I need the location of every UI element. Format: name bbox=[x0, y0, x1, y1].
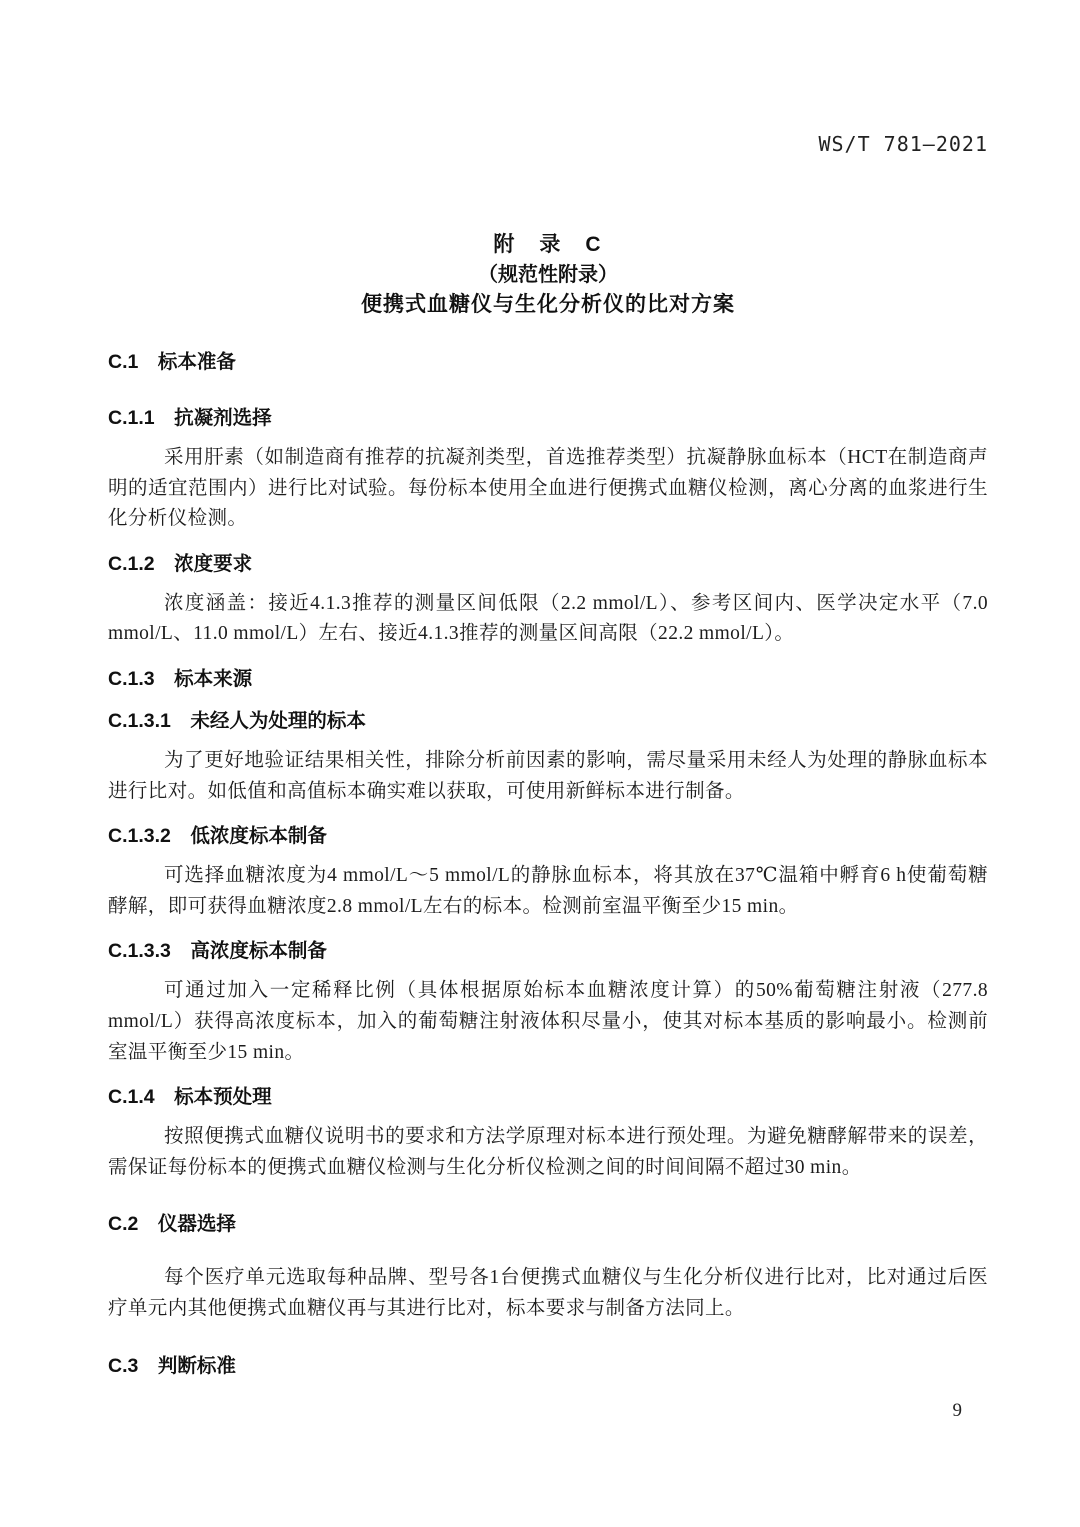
standard-number: WS/T 781—2021 bbox=[818, 132, 988, 156]
heading-c12: C.1.2 浓度要求 bbox=[108, 552, 253, 575]
heading-c13: C.1.3 标本来源 bbox=[108, 667, 253, 690]
body-c11: 采用肝素（如制造商有推荐的抗凝剂类型，首选推荐类型）抗凝静脉血标本（HCT在制造商声明的适宜范围内）进行比对试验。每份标本使用全血进行便携式血糖仪检测，离心分离的血浆进行生化分析仪检测。 bbox=[108, 447, 988, 530]
heading-c1: C.1 标本准备 bbox=[108, 351, 236, 373]
heading-c131: C.1.3.1 未经人为处理的标本 bbox=[108, 709, 366, 732]
page-number: 9 bbox=[952, 1400, 962, 1421]
heading-c3: C.3 判断标准 bbox=[108, 1354, 236, 1377]
heading-c11: C.1.1 抗凝剂选择 bbox=[108, 407, 272, 429]
body-c133: 可通过加入一定稀释比例（具体根据原始标本血糖浓度计算）的50%葡萄糖注射液（277.8 mmol/L）获得高浓度标本，加入的葡萄糖注射液体积尽量小，使其对标本基质的影响最小。检测前室温平衡至少15 min。 bbox=[108, 980, 988, 1063]
appendix-title-block bbox=[108, 230, 988, 320]
body-c14: 按照便携式血糖仪说明书的要求和方法学原理对标本进行预处理。为避免糖酵解带来的误差，需保证每份标本的便携式血糖仪检测与生化分析仪检测之间的时间间隔不超过30 min。 bbox=[108, 1126, 988, 1178]
body-c131: 为了更好地验证结果相关性，排除分析前因素的影响，需尽量采用未经人为处理的静脉血标本进行比对。如低值和高值标本确实难以获取，可使用新鲜标本进行制备。 bbox=[108, 749, 988, 802]
appendix-label: 附 录 C bbox=[493, 233, 603, 256]
appendix-type: （规范性附录） bbox=[478, 264, 618, 286]
heading-c14: C.1.4 标本预处理 bbox=[108, 1086, 272, 1109]
appendix-title: 便携式血糖仪与生化分析仪的比对方案 bbox=[361, 293, 735, 316]
heading-c132: C.1.3.2 低浓度标本制备 bbox=[108, 825, 327, 848]
heading-c2: C.2 仪器选择 bbox=[108, 1213, 236, 1236]
heading-c133: C.1.3.3 高浓度标本制备 bbox=[108, 940, 327, 963]
body-c132: 可选择血糖浓度为4 mmol/L～5 mmol/L的静脉血标本，将其放在37℃温箱中孵育6 h使葡萄糖酵解，即可获得血糖浓度2.8 mmol/L左右的标本。检测前室温平衡至少15 min。 bbox=[108, 865, 988, 917]
body-c12: 浓度涵盖：接近4.1.3推荐的测量区间低限（2.2 mmol/L）、参考区间内、医学决定水平（7.0 mmol/L、11.0 mmol/L）左右、接近4.1.3推荐的测量区间高限（22.2 mmol/L）。 bbox=[108, 592, 988, 645]
body-c2: 每个医疗单元选取每种品牌、型号各1台便携式血糖仪与生化分析仪进行比对，比对通过后医疗单元内其他便携式血糖仪再与其进行比对，标本要求与制备方法同上。 bbox=[108, 1267, 988, 1319]
